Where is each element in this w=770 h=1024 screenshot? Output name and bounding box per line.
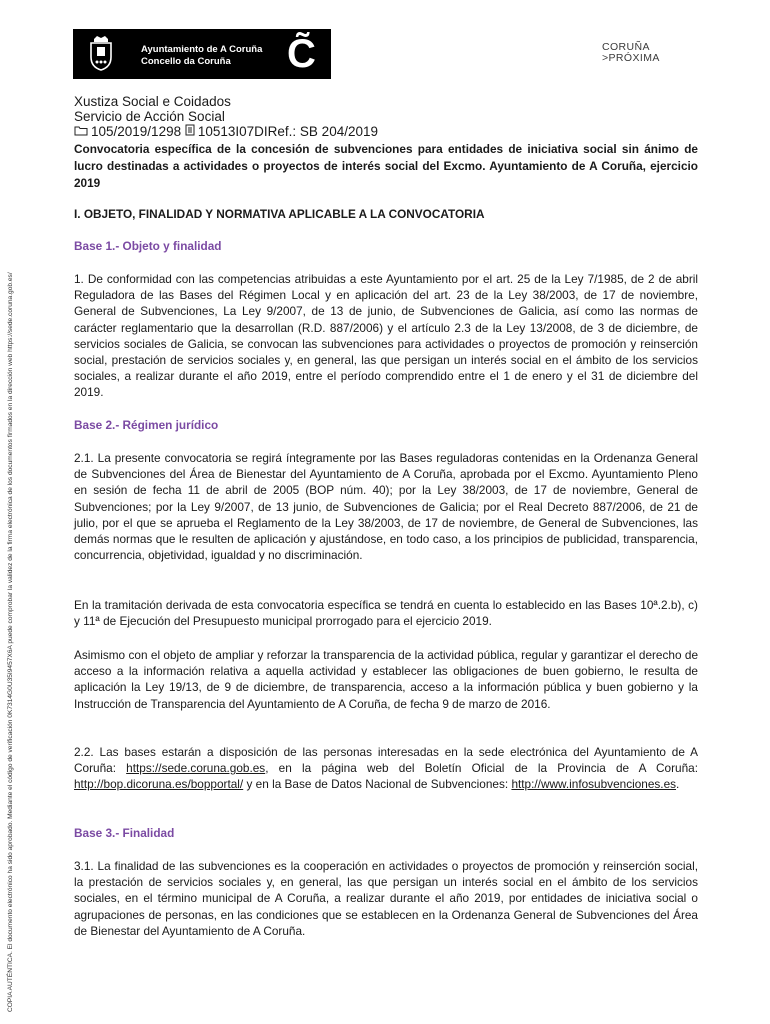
brand-line1: CORUÑA xyxy=(602,41,650,53)
base1-heading: Base 1.- Objeto y finalidad xyxy=(74,239,222,253)
base3-paragraph: 3.1. La finalidad de las subvenciones es la cooperación en actividades o proyectos de promoción y reinserción social, la prestación de servicios sociales y, en general, las que persigan un interés social en el ámbito de los servicios sociales, en el término municipal de A Coruña, a realizar durante el año 2019, por entidades de iniciativa social o agrupaciones de personas, en las condiciones que se establecen en la Ordenanza General de Subvenciones del Área de Bienestar del Ayuntamiento de A Coruña. xyxy=(74,859,698,938)
document-icon xyxy=(185,124,195,139)
logo-mark: C̃ xyxy=(287,32,316,76)
department: Xustiza Social e Coidados xyxy=(74,94,231,109)
base2-p4-text-d: . xyxy=(676,777,680,792)
logo-text-es: Ayuntamiento de A Coruña xyxy=(141,44,263,55)
sede-link[interactable]: https://sede.coruna.gob.es xyxy=(126,761,266,776)
coruna-proxima-logo xyxy=(602,42,660,64)
base2-heading: Base 2.- Régimen jurídico xyxy=(74,418,219,432)
base2-p4-text-c: y en la Base de Datos Nacional de Subvenciones: xyxy=(243,777,512,792)
base2-paragraph-4 xyxy=(74,744,698,793)
file-number: 105/2019/1298 xyxy=(91,124,182,139)
base2-p4-text-a: 2.2. Las bases estarán a disposición de las personas interesadas en la sede electrónica del Ayuntamiento de A Coruña: xyxy=(74,745,698,776)
coat-of-arms-icon xyxy=(88,35,114,71)
base2-paragraph-3: Asimismo con el objeto de ampliar y reforzar la transparencia de la actividad pública, regular y garantizar el derecho de acceso a la información relativa a aquella actividad y establecer las obligaciones de buen gobierno, le resulta de aplicación la Ley 19/13, de 9 de diciembre, de transparencia, acceso a la información pública y buen gobierno y la Instrucción de Transparencia del Ayuntamiento de A Coruña, de fecha 9 de marzo de 2016. xyxy=(74,648,698,711)
base2-paragraph-1: 2.1. La presente convocatoria se regirá íntegramente por las Bases reguladoras contenidas en la Ordenanza General de Subvenciones del Área de Bienestar del Ayuntamiento de A Coruña, aprobada por el Excmo. Ayuntamiento Pleno en sesión de fecha 11 de abril de 2005 (BOP núm. 40); por la Ley 38/2003, de 17 de noviembre, General de Subvenciones; por la Ley 9/2007, de 13 junio, de Subvenciones de Galicia; por el Real Decreto 887/2006, de 21 de julio, por el que se aprueba el Reglamento de la Ley 38/2003, de 17 de noviembre, de General de Subvenciones, las demás normas que le resulten de aplicación y ajustándose, en todo caso, a los principios de publicidad, transparencia, concurrencia, objetividad, igualdad y no discriminación. xyxy=(74,451,698,563)
base2-p4-text-b: , en la página web del Boletín Oficial de la Provincia de A Coruña: xyxy=(265,761,698,776)
infosubvenciones-link[interactable]: http://www.infosubvenciones.es xyxy=(511,777,677,792)
city-logo xyxy=(73,29,331,79)
document-header xyxy=(74,94,378,139)
reference-code: 10513I07DIRef.: SB 204/2019 xyxy=(197,124,378,139)
logo-text-gl: Concello da Coruña xyxy=(141,56,231,67)
authenticity-text: COPIA AUTÉNTICA. El documento electrónico ha sido aprobado. Mediante el código de verificación 0K7314G0U35I9457X6A puede comprobar la validez de la firma electrónica de los documentos firmados en la dirección web https://sede.coruna.gob.es/ xyxy=(7,272,14,1012)
base1-paragraph: 1. De conformidad con las competencias atribuidas a este Ayuntamiento por el art. 25 de la Ley 7/1985, de 2 de abril Reguladora de las Bases del Régimen Local y en aplicación del art. 23 de la Ley 38/2003, de 17 de noviembre, General de Subvenciones, La Ley 9/2007, de 13 de junio, de Subvenciones de Galicia, así como las normas de carácter reglamentario que la desarrollan (R.D. 887/2006) y el artículo 2.3 de la Ley 13/2008, de 3 de diciembre, de servicios sociales de Galicia, se convocan las subvenciones para actividades o proyectos de promoción y reinserción social, prestación de servicios sociales y, en general, las que persigan un interés social en el ámbito de los servicios sociales, a realizar durante el año 2019, entre el período comprendido entre el 1 de enero y el 31 de diciembre del 2019. xyxy=(74,272,698,400)
brand-line2: >PRÓXIMA xyxy=(602,52,660,64)
section-heading: I. OBJETO, FINALIDAD Y NORMATIVA APLICABLE A LA CONVOCATORIA xyxy=(74,207,485,221)
reference-line xyxy=(74,124,378,139)
base2-paragraph-2: En la tramitación derivada de esta convocatoria específica se tendrá en cuenta lo establecido en las Bases 10ª.2.b), c) y 11ª de Ejecución del Presupuesto municipal prorrogado para el ejercicio 2019. xyxy=(74,598,698,629)
bop-link[interactable]: http://bop.dicoruna.es/bopportal/ xyxy=(74,777,244,792)
document-title: Convocatoria específica de la concesión de subvenciones para entidades de iniciativa social sin ánimo de lucro destinadas a actividades o proyectos de interés social del Excmo. Ayuntamiento de A Coruña, ejercicio 2019 xyxy=(74,142,698,190)
base3-heading: Base 3.- Finalidad xyxy=(74,826,175,840)
service: Servicio de Acción Social xyxy=(74,109,225,124)
folder-icon xyxy=(74,124,88,139)
authenticity-note xyxy=(6,180,16,1012)
